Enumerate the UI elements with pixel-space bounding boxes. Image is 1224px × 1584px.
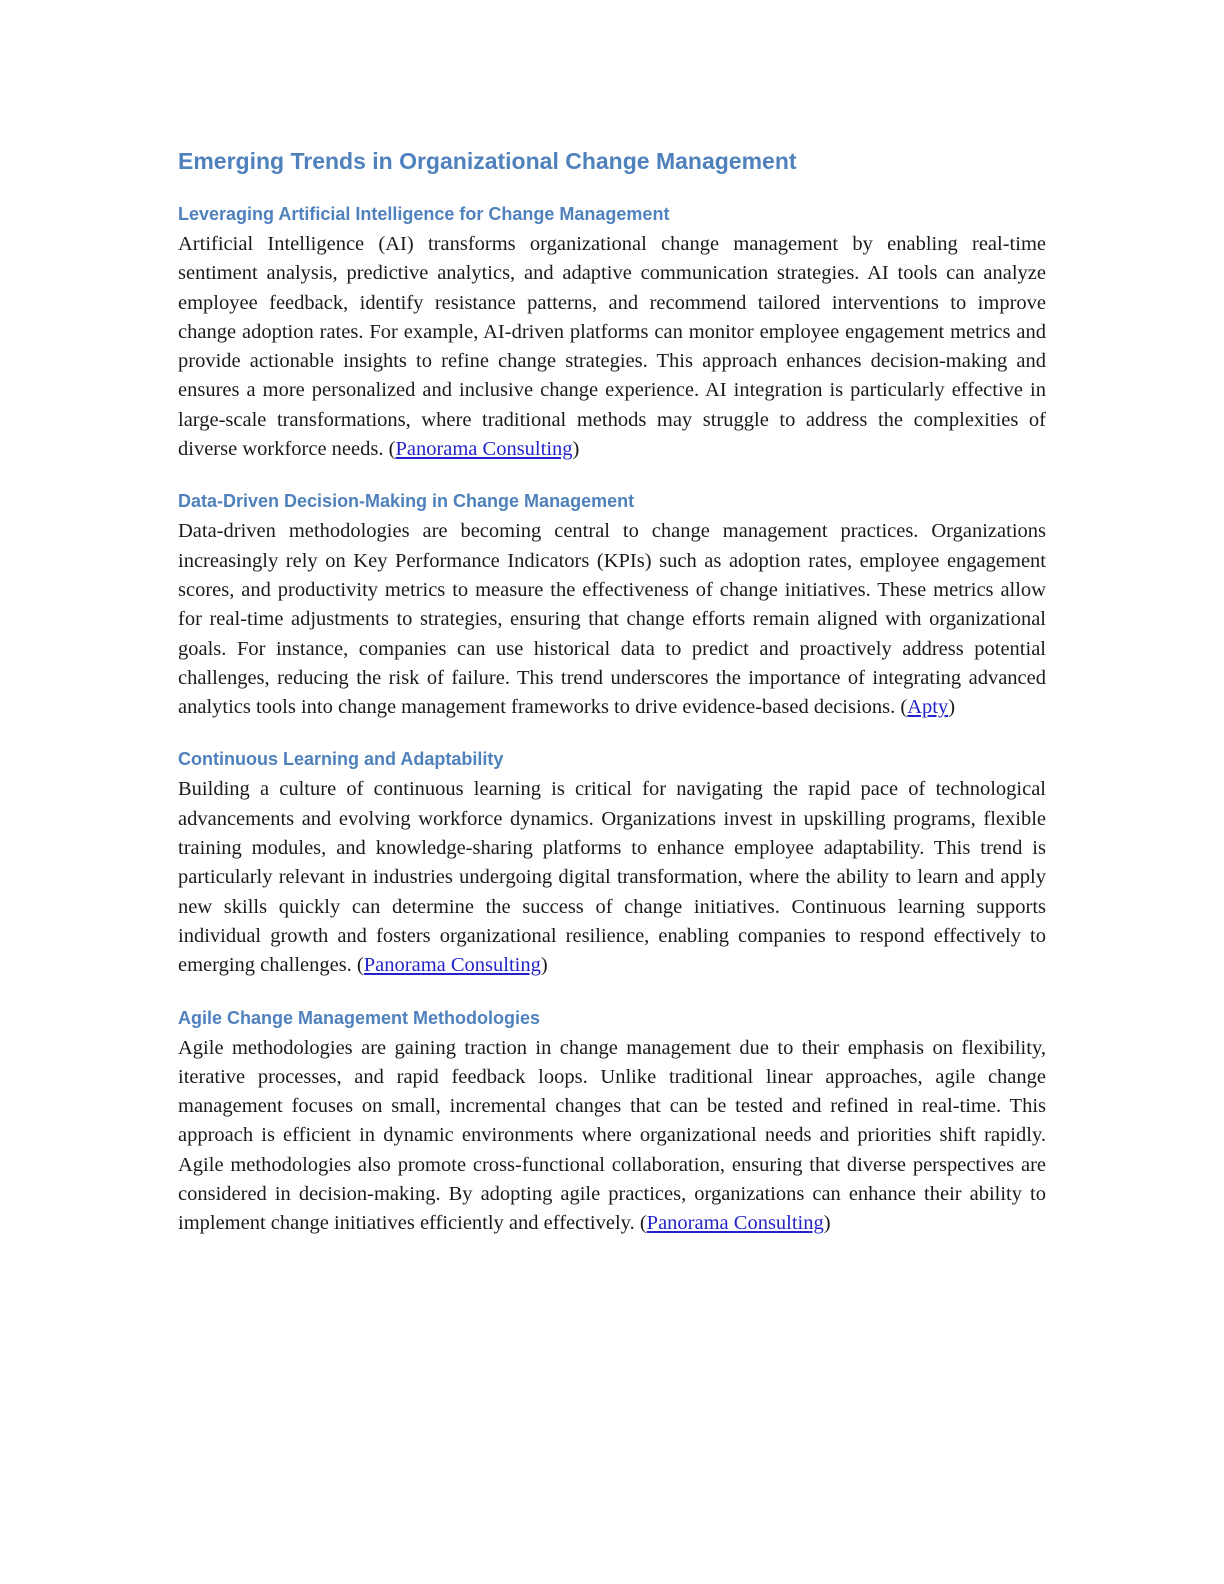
paragraph-text: Agile methodologies are gaining traction in change management due to their emphasis on flexibility, iterative processes, and rapid feedback loops. Unlike traditional linear approaches, agile change management focuses on small, incremental changes that can be tested and refined in real-time. This approach is efficient in dynamic environments where organizational needs and priorities shift rapidly. Agile methodologies also promote cross-functional collaboration, ensuring that diverse perspectives are considered in decision-making. By adopting agile practices, organizations can enhance their ability to implement change initiatives efficiently and effectively. ( (178, 1036, 1046, 1235)
paragraph-text-after-link: ) (823, 1212, 831, 1235)
document-title: Emerging Trends in Organizational Change Management (178, 148, 797, 174)
source-link[interactable]: Panorama Consulting (646, 1212, 824, 1235)
section-paragraph-1 (178, 230, 1046, 464)
section-heading-2: Data-Driven Decision-Making in Change Management (178, 491, 635, 512)
source-link[interactable]: Panorama Consulting (395, 438, 573, 461)
section-heading-4: Agile Change Management Methodologies (178, 1007, 541, 1028)
section-paragraph-3 (178, 775, 1046, 980)
paragraph-text-after-link: ) (948, 696, 956, 719)
document-sections (178, 202, 1046, 1239)
section-paragraph-2 (178, 517, 1046, 722)
paragraph-text: Building a culture of continuous learning is critical for navigating the rapid pace of technological advancements and evolving workforce dynamics. Organizations invest in upskilling programs, flexible training modules, and knowledge-sharing platforms to enhance employee adaptability. This trend is particularly relevant in industries undergoing digital transformation, where the ability to learn and apply new skills quickly can determine the success of change initiatives. Continuous learning supports individual growth and fosters organizational resilience, enabling companies to respond effectively to emerging challenges. ( (178, 778, 1046, 977)
source-link[interactable]: Apty (907, 696, 949, 719)
paragraph-text: Data-driven methodologies are becoming central to change management practices. Organizations increasingly rely on Key Performance Indicators (KPIs) such as adoption rates, employee engagement scores, and productivity metrics to measure the effectiveness of change initiatives. These metrics allow for real-time adjustments to strategies, ensuring that change efforts remain aligned with organizational goals. For instance, companies can use historical data to predict and proactively address potential challenges, reducing the risk of failure. This trend underscores the importance of integrating advanced analytics tools into change management frameworks to drive evidence-based decisions. ( (178, 520, 1046, 719)
paragraph-text: Artificial Intelligence (AI) transforms organizational change management by enabling real-time sentiment analysis, predictive analytics, and adaptive communication strategies. AI tools can analyze employee feedback, identify resistance patterns, and recommend tailored interventions to improve change adoption rates. For example, AI-driven platforms can monitor employee engagement metrics and provide actionable insights to refine change strategies. This approach enhances decision-making and ensures a more personalized and inclusive change experience. AI integration is particularly effective in large-scale transformations, where traditional methods may struggle to address the complexities of diverse workforce needs. ( (178, 233, 1046, 461)
source-link[interactable]: Panorama Consulting (363, 954, 541, 977)
section-heading-1: Leveraging Artificial Intelligence for Change Management (178, 204, 670, 224)
section-heading-3: Continuous Learning and Adaptability (178, 749, 504, 770)
paragraph-text-after-link: ) (572, 438, 580, 461)
paragraph-text-after-link: ) (540, 954, 548, 977)
section-paragraph-4 (178, 1034, 1046, 1239)
